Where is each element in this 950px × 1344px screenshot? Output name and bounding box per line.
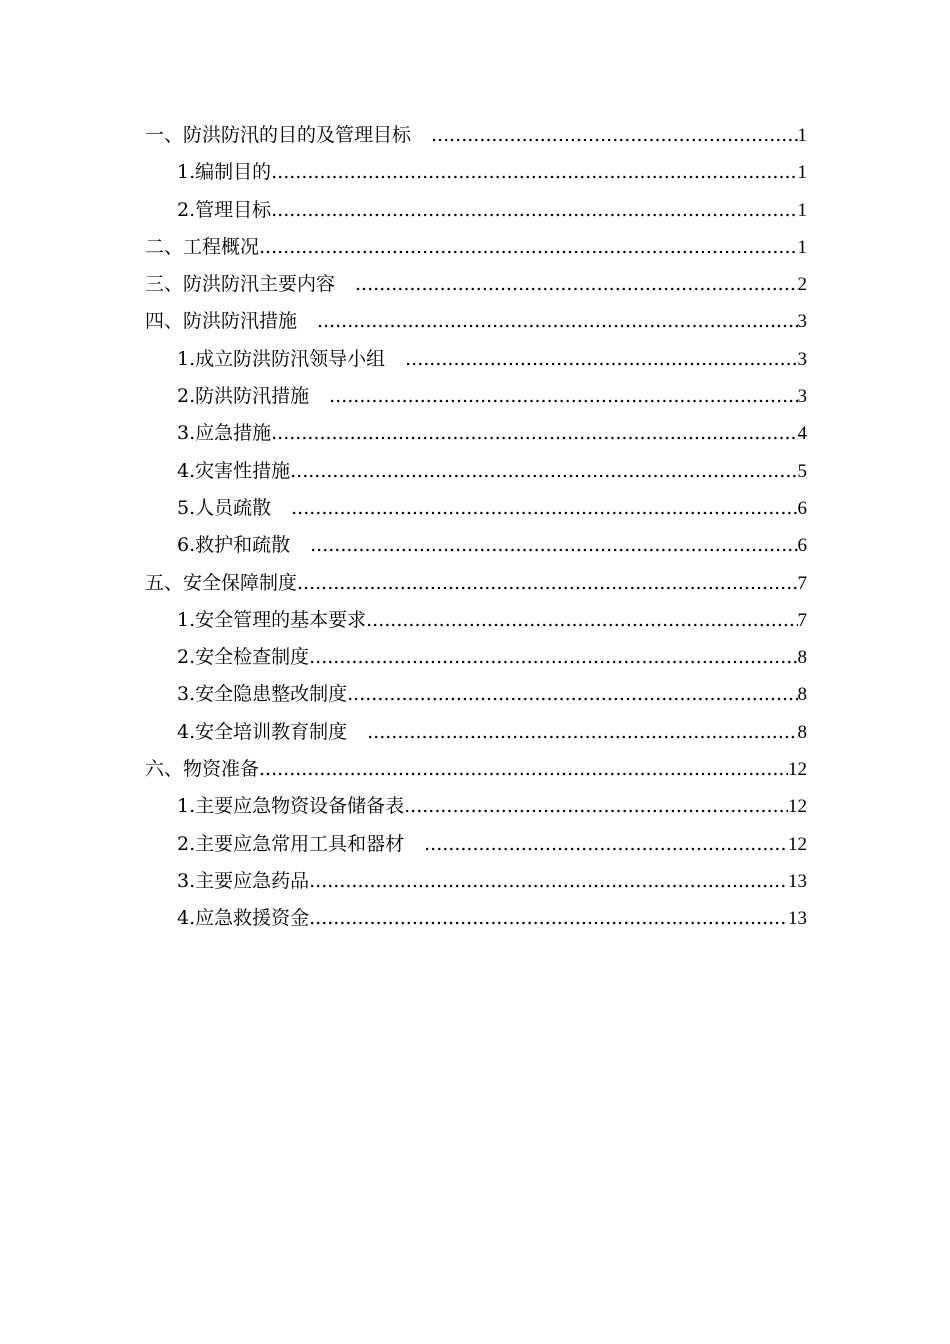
toc-entry-title: 2.安全检查制度 <box>177 646 310 669</box>
toc-entry-page: 1 <box>797 236 807 258</box>
toc-entry[interactable] <box>145 676 807 713</box>
toc-leader-dots <box>297 565 797 602</box>
toc-leader-dots <box>431 117 797 154</box>
toc-entry[interactable] <box>145 490 807 527</box>
toc-entry-title: 2.管理目标 <box>177 198 272 221</box>
toc-entry-page: 7 <box>797 572 807 594</box>
toc-leader-dots <box>329 378 797 415</box>
toc-entry-title: 1.安全管理的基本要求 <box>177 608 367 631</box>
toc-leader-dots <box>405 341 797 378</box>
toc-entry-page: 12 <box>788 833 807 855</box>
toc-entry-page: 8 <box>797 684 807 706</box>
toc-entry[interactable] <box>145 154 807 191</box>
toc-leader-dots <box>259 229 797 266</box>
toc-entry-title: 四、防洪防汛措施 <box>145 310 298 333</box>
toc-entry[interactable] <box>145 900 807 937</box>
toc-entry[interactable] <box>145 303 807 340</box>
toc-entry-page: 13 <box>788 870 807 892</box>
toc-entry-page: 8 <box>797 721 807 743</box>
toc-entry[interactable] <box>145 639 807 676</box>
toc-entry-title: 六、物资准备 <box>145 758 260 781</box>
toc-entry-page: 2 <box>797 274 807 296</box>
toc-entry-title: 1.主要应急物资设备储备表 <box>177 795 405 818</box>
toc-entry[interactable] <box>145 378 807 415</box>
toc-entry-page: 1 <box>797 199 807 221</box>
toc-entry-title: 3.主要应急药品 <box>177 869 310 892</box>
toc-entry-page: 6 <box>797 497 807 519</box>
toc-leader-dots <box>271 415 797 452</box>
toc-entry[interactable] <box>145 788 807 825</box>
toc-leader-dots <box>347 676 797 713</box>
toc-leader-dots <box>271 154 797 191</box>
toc-entry[interactable] <box>145 266 807 303</box>
toc-entry-page: 12 <box>788 759 807 781</box>
toc-entry-page: 8 <box>797 647 807 669</box>
toc-entry-title: 4.应急救援资金 <box>177 907 310 930</box>
toc-entry-title: 2.主要应急常用工具和器材 <box>177 832 405 855</box>
toc-entry-page: 7 <box>797 609 807 631</box>
toc-entry[interactable] <box>145 415 807 452</box>
toc-entry-page: 12 <box>788 796 807 818</box>
toc-entry-title: 2.防洪防汛措施 <box>177 385 310 408</box>
toc-leader-dots <box>271 192 797 229</box>
toc-entry-title: 4.安全培训教育制度 <box>177 720 348 743</box>
toc-leader-dots <box>367 714 797 751</box>
toc-entry[interactable] <box>145 751 807 788</box>
toc-entry[interactable] <box>145 229 807 266</box>
toc-entry[interactable] <box>145 714 807 751</box>
toc-leader-dots <box>404 788 788 825</box>
toc-entry-title: 五、安全保障制度 <box>145 571 298 594</box>
toc-entry-page: 1 <box>797 125 807 146</box>
toc-leader-dots <box>424 826 788 863</box>
toc-entry-title: 二、工程概况 <box>145 235 260 258</box>
toc-entry-title: 4.灾害性措施 <box>177 459 291 482</box>
toc-entry-title: 3.安全隐患整改制度 <box>177 683 348 706</box>
toc-entry-page: 4 <box>797 423 807 445</box>
toc-entry[interactable] <box>145 192 807 229</box>
toc-leader-dots <box>309 639 797 676</box>
toc-leader-dots <box>309 863 788 900</box>
toc-leader-dots <box>309 900 788 937</box>
toc-entry[interactable] <box>145 527 807 564</box>
toc-leader-dots <box>366 602 797 639</box>
toc-entry-title: 6.救护和疏散 <box>177 534 291 557</box>
toc-entry-title: 一、防洪防汛的目的及管理目标 <box>145 124 412 146</box>
toc-entry[interactable] <box>145 117 807 154</box>
toc-entry[interactable] <box>145 341 807 378</box>
toc-entry-page: 13 <box>788 908 807 930</box>
toc-entry[interactable] <box>145 453 807 490</box>
toc-entry-page: 5 <box>797 460 807 482</box>
toc-entry-title: 1.编制目的 <box>177 161 272 184</box>
toc-entry[interactable] <box>145 863 807 900</box>
toc-entry-page: 6 <box>797 535 807 557</box>
table-of-contents <box>145 117 807 938</box>
toc-entry-title: 三、防洪防汛主要内容 <box>145 273 336 296</box>
toc-leader-dots <box>310 527 797 564</box>
toc-leader-dots <box>291 490 797 527</box>
toc-entry-page: 3 <box>797 348 807 370</box>
toc-entry-title: 3.应急措施 <box>177 422 272 445</box>
toc-entry-page: 3 <box>797 386 807 408</box>
toc-leader-dots <box>355 266 797 303</box>
toc-entry[interactable] <box>145 565 807 602</box>
toc-entry[interactable] <box>145 826 807 863</box>
toc-entry-page: 1 <box>797 162 807 184</box>
toc-leader-dots <box>317 303 797 340</box>
toc-entry-title: 1.成立防洪防汛领导小组 <box>177 347 386 370</box>
toc-leader-dots <box>259 751 788 788</box>
toc-entry-page: 3 <box>797 311 807 333</box>
toc-entry[interactable] <box>145 602 807 639</box>
toc-entry-title: 5.人员疏散 <box>177 496 272 519</box>
toc-leader-dots <box>290 453 797 490</box>
